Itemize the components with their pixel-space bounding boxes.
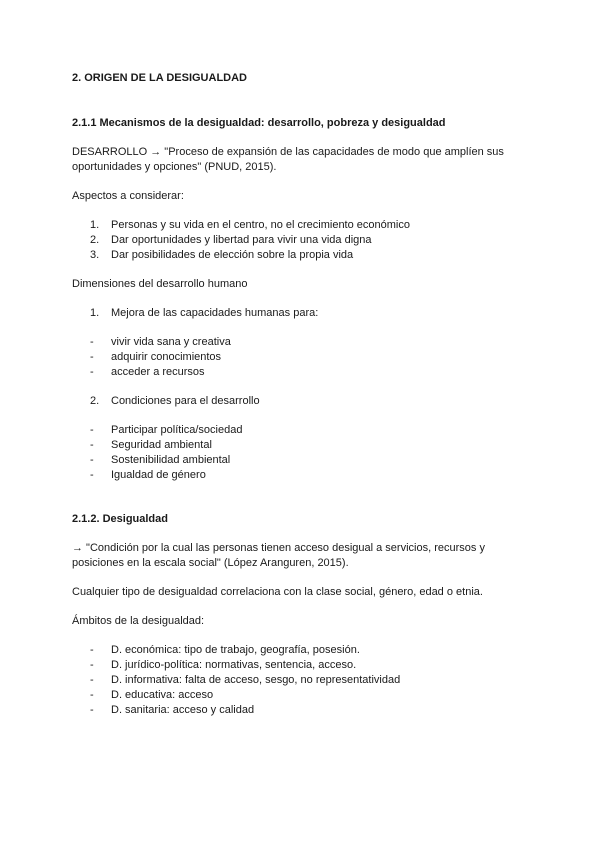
- inequality-definition-line-2: posiciones en la escala social" (López Aranguren, 2015).: [72, 557, 349, 569]
- bullet-dash: -: [90, 704, 94, 716]
- aspect-number: 2.: [90, 234, 100, 246]
- condition-item: Participar política/sociedad: [111, 424, 243, 436]
- inequality-area-item: D. informativa: falta de acceso, sesgo, no representatividad: [111, 674, 401, 686]
- subsection-heading-2-1-2: 2.1.2. Desigualdad: [72, 513, 168, 525]
- development-definition-line-1: DESARROLLO → "Proceso de expansión de las capacidades de modo que amplíen sus: [72, 146, 504, 158]
- bullet-dash: -: [90, 336, 94, 348]
- capability-item: vivir vida sana y creativa: [111, 336, 231, 348]
- bullet-dash: -: [90, 454, 94, 466]
- dimensions-label: Dimensiones del desarrollo humano: [72, 278, 248, 290]
- inequality-area-item: D. económica: tipo de trabajo, geografía, posesión.: [111, 644, 360, 656]
- dimension-number: 2.: [90, 395, 100, 407]
- development-definition-line-2: oportunidades y opciones" (PNUD, 2015).: [72, 161, 277, 173]
- bullet-dash: -: [90, 674, 94, 686]
- condition-item: Igualdad de género: [111, 469, 206, 481]
- bullet-dash: -: [90, 659, 94, 671]
- aspects-label: Aspectos a considerar:: [72, 190, 184, 202]
- dimension-number: 1.: [90, 307, 100, 319]
- dimension-item: Condiciones para el desarrollo: [111, 395, 260, 407]
- aspect-item: Dar posibilidades de elección sobre la propia vida: [111, 249, 354, 261]
- condition-item: Seguridad ambiental: [111, 439, 212, 451]
- bullet-dash: -: [90, 366, 94, 378]
- inequality-definition-line-1: → "Condición por la cual las personas tienen acceso desigual a servicios, recursos y: [72, 542, 485, 554]
- bullet-dash: -: [90, 439, 94, 451]
- bullet-dash: -: [90, 351, 94, 363]
- aspect-item: Dar oportunidades y libertad para vivir una vida digna: [111, 234, 372, 246]
- capability-item: adquirir conocimientos: [111, 351, 222, 363]
- subsection-heading-2-1-1: 2.1.1 Mecanismos de la desigualdad: desarrollo, pobreza y desigualdad: [72, 117, 446, 129]
- section-title: 2. ORIGEN DE LA DESIGUALDAD: [72, 72, 247, 84]
- bullet-dash: -: [90, 424, 94, 436]
- inequality-area-item: D. sanitaria: acceso y calidad: [111, 704, 255, 716]
- bullet-dash: -: [90, 644, 94, 656]
- areas-label: Ámbitos de la desigualdad:: [72, 615, 205, 627]
- condition-item: Sostenibilidad ambiental: [111, 454, 231, 466]
- dimension-item: Mejora de las capacidades humanas para:: [111, 307, 319, 319]
- capability-item: acceder a recursos: [111, 366, 205, 378]
- aspect-item: Personas y su vida en el centro, no el crecimiento económico: [111, 219, 410, 231]
- correlation-text: Cualquier tipo de desigualdad correlaciona con la clase social, género, edad o etnia.: [72, 586, 483, 598]
- inequality-area-item: D. jurídico-política: normativas, sentencia, acceso.: [111, 659, 357, 671]
- bullet-dash: -: [90, 689, 94, 701]
- inequality-area-item: D. educativa: acceso: [111, 689, 214, 701]
- aspect-number: 3.: [90, 249, 100, 261]
- bullet-dash: -: [90, 469, 94, 481]
- aspect-number: 1.: [90, 219, 100, 231]
